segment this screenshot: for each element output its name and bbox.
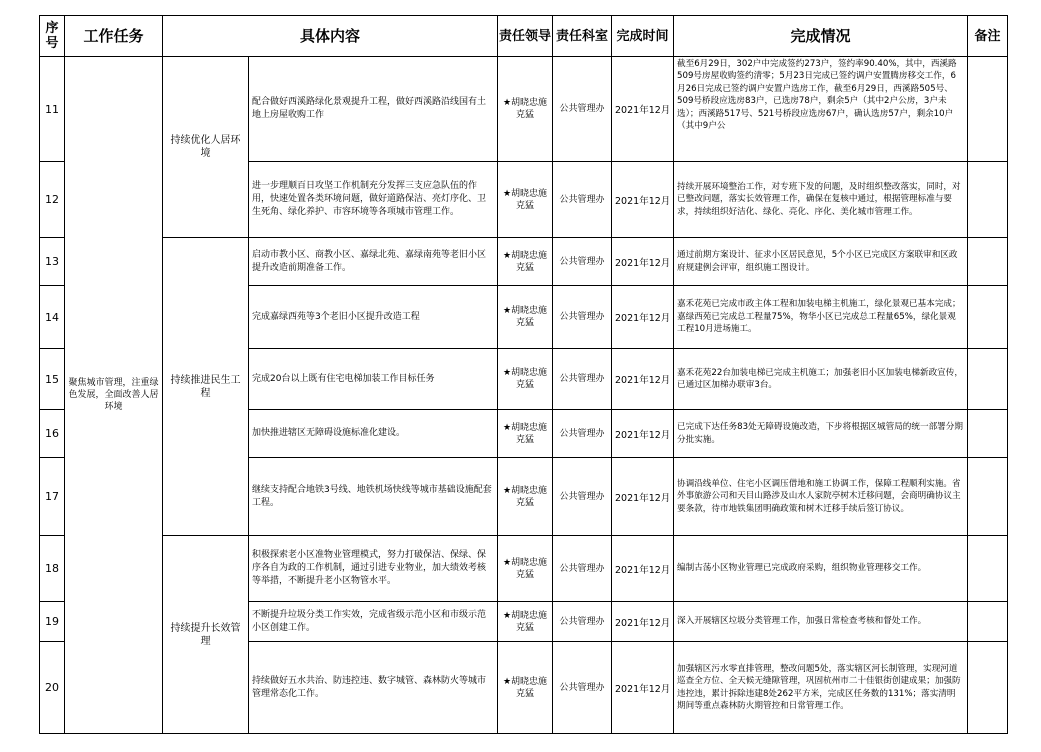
row-status: 持续开展环境整治工作，对专班下发的问题，及时组织整改落实，同时，对已整改问题，落实长效管理工作，确保在复核中通过，根据管理标准与要求，持续组织好洁化、绿化、亮化、序化、美化城市管理工作。 (674, 162, 968, 238)
row-leader: ★胡晓忠施克猛 (498, 536, 553, 602)
row-leader: ★胡晓忠施克猛 (498, 602, 553, 642)
main-task-cell: 聚焦城市管理，注重绿色发展，全面改善人居环境 (65, 57, 163, 734)
table-row (40, 238, 1008, 286)
row-status: 加强辖区污水零直排管理，整改问题5处，落实辖区河长制管理，实现河道巡查全方位、全天候无缝隙管理，巩固杭州市二十佳银街创建成果；加强防违控违，累计拆除违建8处262平方米，完成区任务数的131%；落实清明期间等重点森林防火期管控和日常管理工作。 (674, 642, 968, 734)
row-note (968, 602, 1008, 642)
row-seq: 14 (40, 286, 65, 349)
row-status: 嘉禾花苑已完成市政主体工程和加装电梯主机施工，绿化景观已基本完成；嘉绿西苑已完成总工程量75%，物华小区已完成总工程量65%，绿化景观工程10月进场施工。 (674, 286, 968, 349)
row-seq: 11 (40, 57, 65, 162)
row-seq: 19 (40, 602, 65, 642)
row-status: 协调沿线单位、住宅小区调压借地和施工协调工作，保障工程顺利实施。省外事旅游公司和天目山路涉及山水人家院亭树木迁移问题，会商明确协议主要条款，待市地铁集团明确政策和树木迁移手续后签订协议。 (674, 458, 968, 536)
group-cell: 持续推进民生工程 (163, 238, 249, 536)
row-leader: ★胡晓忠施克猛 (498, 238, 553, 286)
row-leader: ★胡晓忠施克猛 (498, 642, 553, 734)
row-leader: ★胡晓忠施克猛 (498, 57, 553, 162)
row-status-text: 截至6月29日，302户中完成签约273户，签约率90.40%，其中，西溪路509号房屋收购签约清零；5月23日完成已签约调户安置腾房移交工作，6月26日完成已签约调户安置户选房工作，截至6月29日，西溪路505号、509号桥段应选房83户，已选房78户，剩余5户（其中2户公房，3户未选）；西溪路517号、521号桥段应选房67户，确认选房57户，剩余10户（其中9户公 (677, 59, 957, 132)
row-content: 完成20台以上既有住宅电梯加装工作目标任务 (249, 349, 498, 410)
row-office: 公共管理办 (553, 410, 612, 458)
row-time: 2021年12月 (612, 642, 674, 734)
row-content: 启动市教小区、商教小区、嘉绿北苑、嘉绿南苑等老旧小区提升改造前期准备工作。 (249, 238, 498, 286)
row-note (968, 162, 1008, 238)
row-note (968, 410, 1008, 458)
header-office: 责任科室 (553, 16, 612, 57)
header-leader: 责任领导 (498, 16, 553, 57)
row-office: 公共管理办 (553, 536, 612, 602)
row-time: 2021年12月 (612, 410, 674, 458)
row-content: 完成嘉绿西苑等3个老旧小区提升改造工程 (249, 286, 498, 349)
header-content: 具体内容 (163, 16, 498, 57)
row-leader: ★胡晓忠施克猛 (498, 349, 553, 410)
row-seq: 17 (40, 458, 65, 536)
row-status: 深入开展辖区垃圾分类管理工作，加强日常检查考核和督处工作。 (674, 602, 968, 642)
row-status (674, 57, 968, 162)
header-seq: 序号 (40, 16, 65, 57)
row-status: 编制古荡小区物业管理已完成政府采购，组织物业管理移交工作。 (674, 536, 968, 602)
work-plan-table (39, 15, 1008, 734)
row-time: 2021年12月 (612, 286, 674, 349)
row-content: 积极探索老小区准物业管理模式，努力打破保洁、保绿、保序各自为政的工作机制，通过引进专业物业，加大绩效考核等举措，不断提升老小区物管水平。 (249, 536, 498, 602)
row-content: 继续支持配合地铁3号线、地铁机场快线等城市基础设施配套工程。 (249, 458, 498, 536)
group-cell: 持续提升长效管理 (163, 536, 249, 734)
row-time: 2021年12月 (612, 602, 674, 642)
table-row (40, 536, 1008, 602)
row-leader: ★胡晓忠施克猛 (498, 162, 553, 238)
group-cell: 持续优化人居环境 (163, 57, 249, 238)
row-office: 公共管理办 (553, 642, 612, 734)
row-time: 2021年12月 (612, 349, 674, 410)
row-content: 持续做好五水共治、防违控违、数字城管、森林防火等城市管理常态化工作。 (249, 642, 498, 734)
row-seq: 18 (40, 536, 65, 602)
header-status: 完成情况 (674, 16, 968, 57)
row-note (968, 57, 1008, 162)
row-note (968, 536, 1008, 602)
row-time: 2021年12月 (612, 57, 674, 162)
row-note (968, 458, 1008, 536)
row-office: 公共管理办 (553, 602, 612, 642)
row-office: 公共管理办 (553, 286, 612, 349)
header-note: 备注 (968, 16, 1008, 57)
row-office: 公共管理办 (553, 162, 612, 238)
row-note (968, 286, 1008, 349)
row-office: 公共管理办 (553, 458, 612, 536)
row-seq: 12 (40, 162, 65, 238)
row-content: 不断提升垃圾分类工作实效，完成省级示范小区和市级示范小区创建工作。 (249, 602, 498, 642)
row-office: 公共管理办 (553, 349, 612, 410)
row-seq: 15 (40, 349, 65, 410)
table-row (40, 57, 1008, 162)
row-office: 公共管理办 (553, 57, 612, 162)
row-seq: 20 (40, 642, 65, 734)
row-status: 已完成下达任务83处无障碍设施改造，下步将根据区城管局的统一部署分期分批实施。 (674, 410, 968, 458)
row-time: 2021年12月 (612, 162, 674, 238)
row-leader: ★胡晓忠施克猛 (498, 286, 553, 349)
row-time: 2021年12月 (612, 458, 674, 536)
row-office: 公共管理办 (553, 238, 612, 286)
header-row (40, 16, 1008, 57)
header-task: 工作任务 (65, 16, 163, 57)
header-time: 完成时间 (612, 16, 674, 57)
row-content: 加快推进辖区无障碍设施标准化建设。 (249, 410, 498, 458)
row-content: 进一步理顺百日攻坚工作机制充分发挥三支应急队伍的作用，快速处置各类环境问题，做好道路保洁、亮灯序化、卫生死角、绿化养护、市容环境等各项城市管理工作。 (249, 162, 498, 238)
row-content: 配合做好西溪路绿化景观提升工程，做好西溪路沿线国有土地上房屋收购工作 (249, 57, 498, 162)
row-note (968, 642, 1008, 734)
row-time: 2021年12月 (612, 536, 674, 602)
row-status: 嘉禾花苑22台加装电梯已完成主机施工；加强老旧小区加装电梯新政宣传，已通过区加梯办联审3台。 (674, 349, 968, 410)
row-seq: 16 (40, 410, 65, 458)
row-leader: ★胡晓忠施克猛 (498, 410, 553, 458)
row-note (968, 238, 1008, 286)
row-time: 2021年12月 (612, 238, 674, 286)
row-seq: 13 (40, 238, 65, 286)
row-status: 通过前期方案设计、征求小区居民意见，5个小区已完成区方案联审和区政府规建例会评审，组织施工图设计。 (674, 238, 968, 286)
row-leader: ★胡晓忠施克猛 (498, 458, 553, 536)
row-note (968, 349, 1008, 410)
